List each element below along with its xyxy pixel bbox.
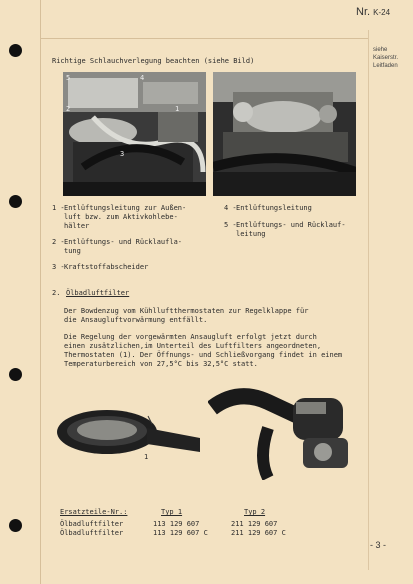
legend-num: 4 - [224,204,237,212]
table-cell: 211 129 607 C [231,529,286,537]
paragraph-line: Temperaturbereich von 27,5°C bis 32,5°C statt. [64,360,258,368]
table-header: Typ 1 [161,508,183,516]
legend-text: Kraftstoffabscheider [64,263,149,271]
legend-text: Entlüftungsleitung zur Außen- [64,204,187,212]
punch-hole [9,519,22,532]
engine-photo-left [63,72,206,196]
legend-num: 2 - [52,238,65,246]
page-number: - 3 - [370,540,387,550]
air-filter-photo-left [52,402,202,464]
section-heading: Ölbadluftfilter [66,289,130,297]
table-header: Typ 2 [244,508,266,516]
margin-rule-right [368,30,369,570]
side-note: siehe Kaiserstr. Leitfaden [373,47,399,69]
page-title: Richtige Schlauchverlegung beachten (siehe Bild) [52,57,255,65]
table-cell: 211 129 607 [231,520,278,528]
margin-rule [40,0,41,584]
legend-text: luft bzw. zum Aktivkohlebe- [64,213,178,221]
legend-text: hälter [64,222,90,230]
section-number: 2. [52,289,61,297]
table-cell: Ölbadluftfilter [60,520,124,528]
legend-text: tung [64,247,81,255]
photo-label: 5 [66,74,71,82]
legend-num: 1 - [52,204,65,212]
punch-hole [9,368,22,381]
paragraph-line: einen zusätzlichen,im Unterteil des Luftfilters angeordneten, [64,342,322,350]
photo-label: 3 [120,150,125,158]
legend-text: Entlüftungsleitung [236,204,312,212]
table-header: Ersatzteile-Nr.: [60,508,128,516]
table-cell: 113 129 607 C [153,529,208,537]
photo-label: 1 [144,453,149,461]
paragraph-line: die Ansaugluftvorwärmung entfällt. [64,316,208,324]
paragraph-line: Thermostaten (1). Der Öffnungs- und Schließvorgang findet in einem [64,351,343,359]
legend-text: Entlüftungs- und Rücklaufla- [64,238,183,246]
table-cell: 113 129 607 [153,520,200,528]
paragraph-line: Die Regelung der vorgewärmten Ansaugluft erfolgt jetzt durch [64,333,317,341]
punch-hole [9,44,22,57]
table-cell: Ölbadluftfilter [60,529,124,537]
air-filter-photo-right [208,388,358,480]
header-rule [40,38,368,39]
legend-num: 3 - [52,263,65,271]
legend-text: Entlüftungs- und Rücklauf- [236,221,346,229]
legend-text: leitung [236,230,266,238]
photo-label: 4 [140,74,145,82]
photo-label: 2 [66,105,71,113]
legend-num: 5 - [224,221,237,229]
punch-hole [9,195,22,208]
document-number: Nr. K-24 [356,6,391,18]
engine-photo-right [213,72,356,196]
paragraph-line: Der Bowdenzug vom Kühlluftthermostaten zur Regelklappe für [64,307,309,315]
photo-label: 1 [175,105,180,113]
